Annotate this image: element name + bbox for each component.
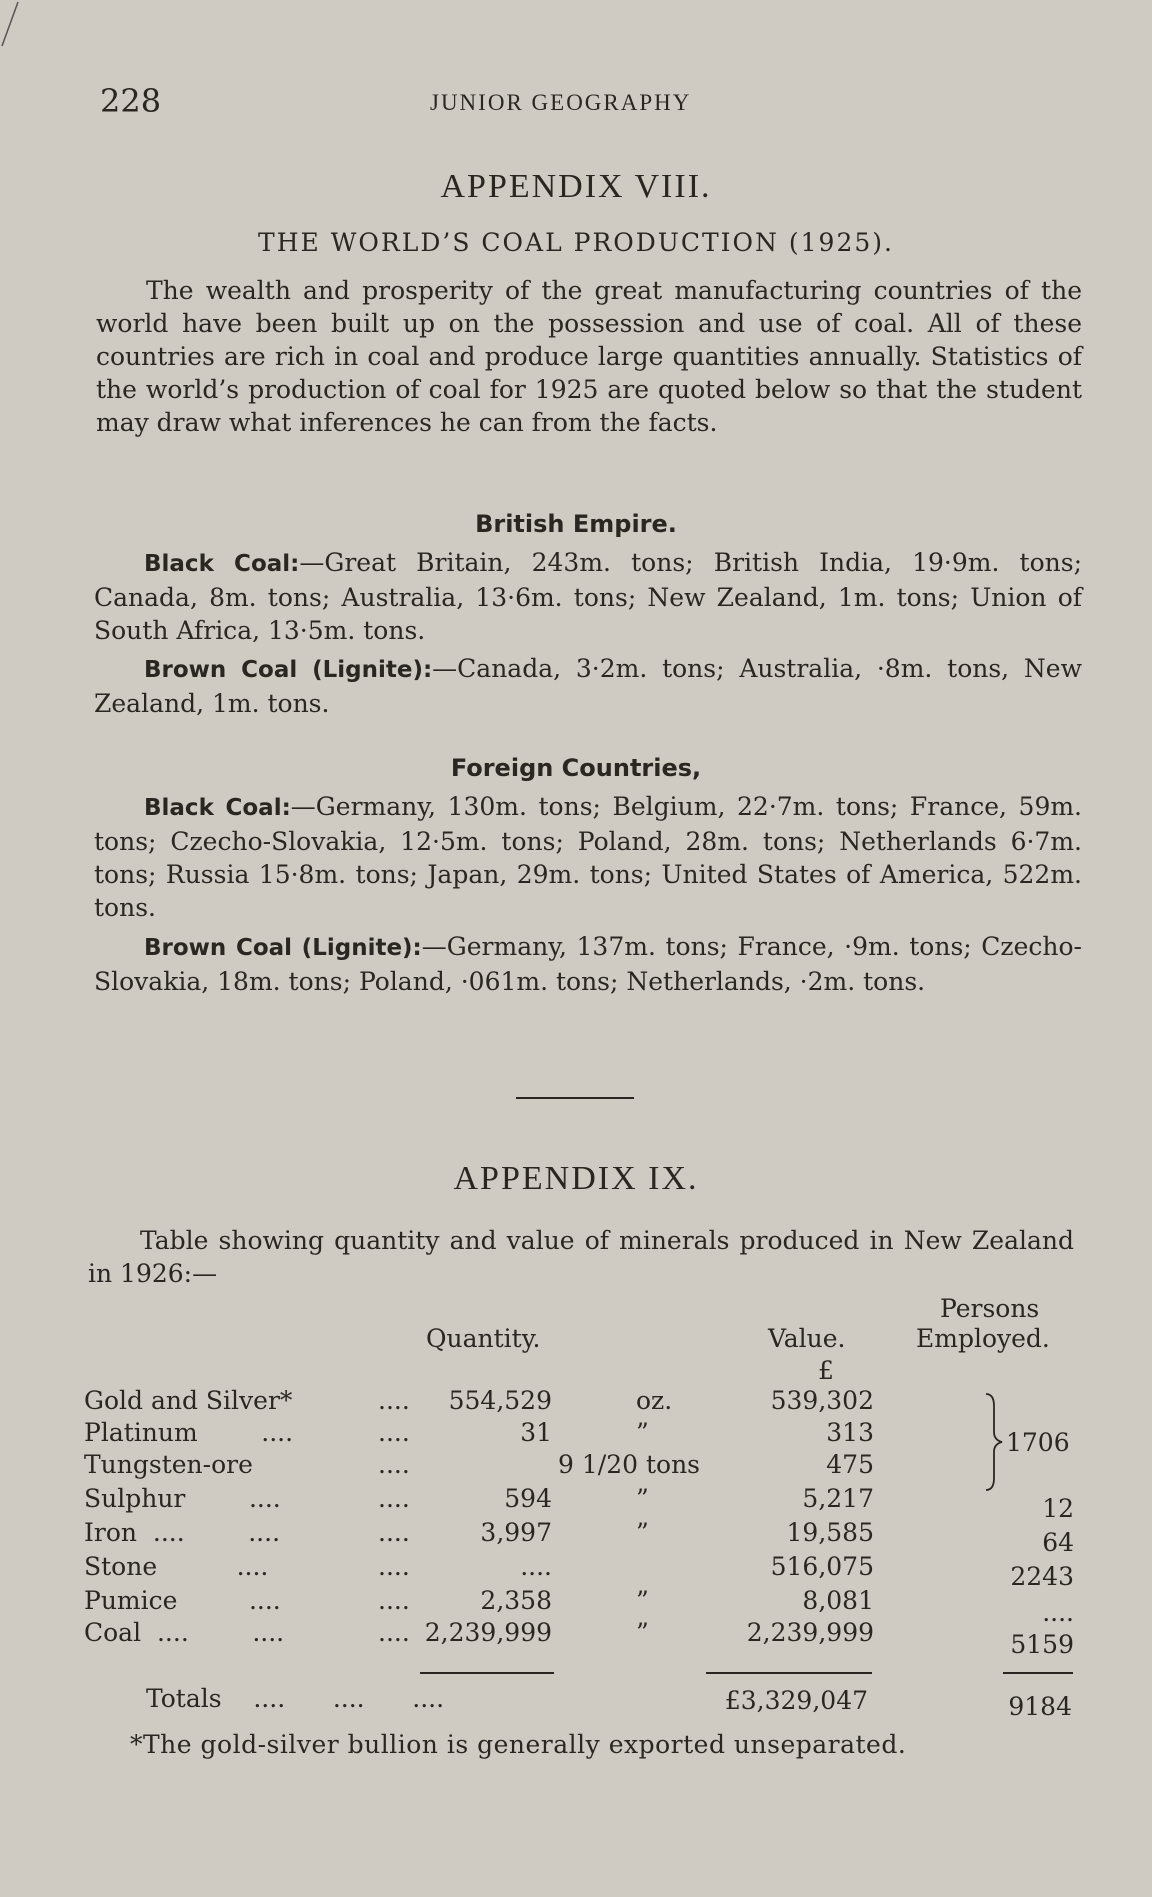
entry-text: —Canada, 3·2m. tons; Australia, ·8m. tons, New Zealand, 1m. tons. (94, 654, 1082, 718)
leader-dots: .... (378, 1450, 410, 1479)
footnote: *The gold-silver bullion is generally exported unseparated. (130, 1730, 907, 1759)
section-heading-foreign-countries: Foreign Countries, (450, 754, 702, 782)
mineral-value: 313 (826, 1418, 874, 1447)
appendix-ix-intro: Table showing quantity and value of minerals produced in New Zealand in 1926:— (88, 1226, 1074, 1288)
page-number: 228 (100, 82, 162, 120)
leader-dots: .... (378, 1418, 410, 1447)
column-header-value-unit: £ (818, 1356, 834, 1385)
entry-lead: Brown Coal (Lignite): (144, 657, 433, 683)
appendix-viii-intro: The wealth and prosperity of the great manufacturing countries of the world have been built up on the possession and use of coal. All of these countries are rich in coal and produce large quantities annually. Statistics of the world’s production of coal for 1925 are quoted below so that the student may draw what inferences he can from the facts. (96, 276, 1082, 437)
entry-lead: Brown Coal (Lignite): (144, 935, 422, 961)
mineral-value: 2,239,999 (746, 1618, 874, 1647)
entry-british-brown-coal (94, 652, 1082, 720)
mineral-persons: 64 (1042, 1528, 1074, 1557)
mineral-unit: ” (636, 1518, 649, 1547)
totals-rule (706, 1672, 872, 1674)
entry-foreign-brown-coal (94, 930, 1082, 998)
mineral-unit: ” (636, 1618, 649, 1647)
mineral-name: Stone .... (84, 1552, 269, 1581)
mineral-value: 5,217 (802, 1484, 874, 1513)
entry-foreign-black-coal (94, 790, 1082, 924)
mineral-quantity: 3,997 (480, 1518, 552, 1547)
mineral-quantity: 554,529 (448, 1386, 552, 1415)
mineral-unit: oz. (636, 1386, 673, 1415)
entry-text: —Germany, 137m. tons; France, ·9m. tons; Czecho-Slovakia, 18m. tons; Poland, ·061m. tons; Netherlands, ·2m. tons. (94, 932, 1082, 996)
mineral-persons: .... (1042, 1598, 1074, 1627)
totals-label: Totals .... .... .... (146, 1684, 445, 1713)
entry-text: —Great Britain, 243m. tons; British India, 19·9m. tons; Canada, 8m. tons; Australia, 13·6m. tons; New Zealand, 1m. tons; Union of South Africa, 13·5m. tons. (94, 548, 1082, 645)
running-head: JUNIOR GEOGRAPHY (430, 90, 692, 115)
mineral-persons: 5159 (1010, 1630, 1074, 1659)
mineral-quantity: 2,358 (480, 1586, 552, 1615)
leader-dots: .... (378, 1552, 410, 1581)
page-header (0, 82, 1152, 122)
mineral-persons: 12 (1042, 1494, 1074, 1523)
table-row (0, 1586, 1152, 1627)
table-row (0, 1618, 1152, 1659)
totals-rule (1003, 1672, 1073, 1674)
mineral-unit: ” (636, 1418, 649, 1447)
mineral-name: Pumice .... (84, 1586, 281, 1615)
table-row (0, 1386, 1152, 1418)
table-row (0, 1418, 1152, 1450)
mineral-name: Iron .... .... (84, 1518, 281, 1547)
totals-value: £3,329,047 (724, 1686, 868, 1715)
mineral-quantity: 9 1/20 tons (558, 1450, 700, 1479)
mineral-persons: 2243 (1010, 1562, 1074, 1591)
leader-dots: .... (378, 1518, 410, 1547)
leader-dots: .... (378, 1386, 410, 1415)
mineral-value: 475 (826, 1450, 874, 1479)
mineral-value: 19,585 (786, 1518, 874, 1547)
entry-text: —Germany, 130m. tons; Belgium, 22·7m. tons; France, 59m. tons; Czecho-Slovakia, 12·5m. tons; Poland, 28m. tons; Netherlands 6·7m. tons; Russia 15·8m. tons; Japan, 29m. tons; United States of America, 522m. tons. (94, 792, 1083, 922)
mineral-value: 539,302 (770, 1386, 874, 1415)
mineral-name: Platinum .... (84, 1418, 294, 1447)
table-row (0, 1484, 1152, 1523)
table-row (0, 1552, 1152, 1591)
entry-lead: Black Coal: (144, 551, 300, 577)
section-heading-british-empire: British Empire. (475, 510, 677, 538)
mineral-value: 8,081 (802, 1586, 874, 1615)
mineral-name: Gold and Silver* (84, 1386, 293, 1415)
leader-dots: .... (378, 1484, 410, 1513)
appendix-viii-subtitle: THE WORLD’S COAL PRODUCTION (1925). (258, 228, 894, 257)
pencil-mark (0, 0, 30, 50)
mineral-name: Tungsten-ore (84, 1450, 253, 1479)
leader-dots: .... (378, 1586, 410, 1615)
totals-persons: 9184 (1008, 1692, 1072, 1721)
mineral-quantity: .... (520, 1552, 552, 1581)
column-header-persons: Persons (940, 1294, 1040, 1323)
bracketed-persons-total: 1706 (1006, 1428, 1070, 1457)
leader-dots: .... (378, 1618, 410, 1647)
mineral-name: Coal .... .... (84, 1618, 285, 1647)
mineral-unit: ” (636, 1586, 649, 1615)
table-row (0, 1518, 1152, 1557)
table-row (0, 1450, 1152, 1482)
mineral-quantity: 2,239,999 (424, 1618, 552, 1647)
section-divider (516, 1097, 634, 1099)
appendix-viii-title: APPENDIX VIII. (440, 168, 712, 205)
mineral-name: Sulphur .... (84, 1484, 281, 1513)
mineral-unit: ” (636, 1484, 649, 1513)
mineral-value: 516,075 (770, 1552, 874, 1581)
mineral-quantity: 31 (520, 1418, 552, 1447)
bracket-brace (982, 1392, 1004, 1492)
column-header-value: Value. (768, 1324, 846, 1353)
column-header-employed: Employed. (916, 1324, 1050, 1353)
appendix-ix-title: APPENDIX IX. (453, 1160, 699, 1197)
entry-british-black-coal (94, 546, 1082, 647)
entry-lead: Black Coal: (144, 795, 291, 821)
totals-rule (420, 1672, 554, 1674)
mineral-quantity: 594 (504, 1484, 552, 1513)
column-header-quantity: Quantity. (426, 1324, 541, 1353)
